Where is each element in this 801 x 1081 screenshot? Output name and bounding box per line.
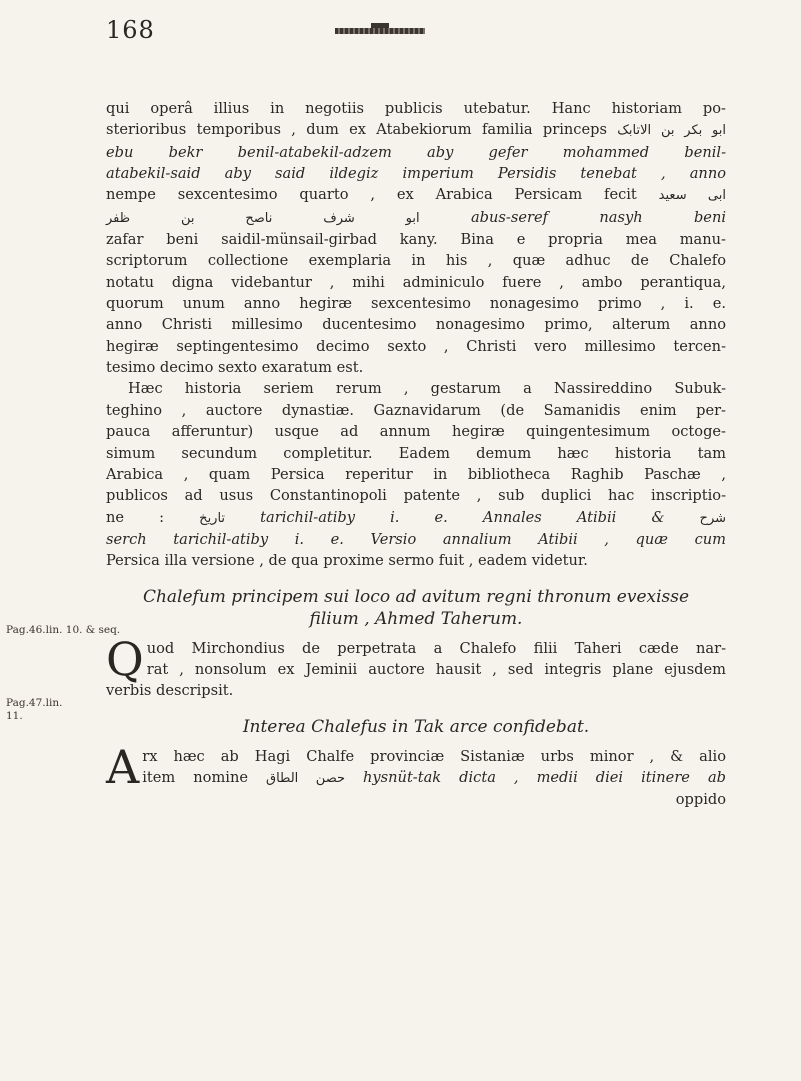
text-line: ebu bekr benil-atabekil-adzem aby gefer mohammed benil- <box>106 143 726 161</box>
page-number: 168 <box>106 16 155 44</box>
arabic-text: ابی سعید <box>658 188 727 204</box>
arabic-text: حصن الطاق <box>266 770 345 786</box>
main-text <box>106 98 726 811</box>
text-line: Arabica , quam Persica reperitur in bibliotheca Raghib Paschæ , <box>106 465 726 483</box>
catchword: oppido <box>675 791 726 809</box>
drop-initial: A <box>106 739 140 794</box>
text-line: uod Mirchondius de perpetrata a Chalefo filii Taheri cæde nar- <box>146 639 726 657</box>
text-line: Hæc historia seriem rerum , gestarum a Nassireddino Subuk- <box>128 380 726 398</box>
text-line: teghino , auctore dynastiæ. Gaznavidarum (de Samanidis enim per- <box>106 401 726 419</box>
text-line: atabekil-said aby said ildegiz imperium Persidis tenebat , anno <box>106 165 726 183</box>
text-line: rat , nonsolum ex Jeminii auctore hausit , sed integris plane ejusdem <box>146 660 726 678</box>
drop-initial: Q <box>106 631 144 686</box>
text-line: nempe sexcentesimo quarto , ex Arabica Persicam fecit ابی سعید <box>106 186 727 204</box>
text-line: simum secundum completitur. Eadem demum hæc historia tam <box>106 444 726 462</box>
text-line: publicos ad usus Constantinopoli patente , sub duplici hac inscriptio- <box>106 487 726 505</box>
section-heading: Interea Chalefus in Tak arce confidebat. <box>242 716 590 737</box>
text-line: pauca afferuntur) usque ad annum hegiræ quingentesimum octoge- <box>106 423 726 441</box>
text-line: quorum unum anno hegiræ sexcentesimo nonagesimo primo , i. e. <box>106 295 726 313</box>
arabic-text: ابو بکر بن الاتابک <box>617 123 727 139</box>
text-line: tesimo decimo sexto exaratum est. <box>106 359 364 377</box>
text-line: ne : تاریخ tarichil-atiby i. e. Annales Atibii & شرح <box>106 508 727 526</box>
section-heading-cont: filium , Ahmed Taherum. <box>309 608 523 629</box>
header-ornament <box>335 28 425 34</box>
text-line: ابو شرف ناصح بن ظفر abus-seref nasyh beni <box>106 208 727 226</box>
margin-note-1: Pag.46.lin. 10. & seq. <box>6 624 121 636</box>
text-line: qui operâ illius in negotiis publicis utebatur. Hanc historiam po- <box>106 100 726 117</box>
text-line: zafar beni saidil-münsail-girbad kany. Bina e propria mea manu- <box>106 231 726 249</box>
text-line: item nomine حصن الطاق hysnüt-tak dicta , medii diei itinere ab <box>142 768 726 786</box>
text-line: scriptorum collectione exemplaria in his , quæ adhuc de Chalefo <box>106 252 726 270</box>
arabic-text: تاریخ <box>199 510 226 526</box>
margin-note-2: Pag.47.lin. 11. <box>6 697 63 722</box>
section-heading: Chalefum principem sui loco ad avitum regni thronum evexisse <box>142 586 690 607</box>
arabic-text: ابو شرف ناصح بن ظفر <box>106 210 420 226</box>
text-line: sterioribus temporibus , dum ex Atabekiorum familia princeps ابو بکر بن الاتابک <box>106 121 727 139</box>
text-line: serch tarichil-atiby i. e. Versio annalium Atibii , quæ cum <box>106 530 726 548</box>
paragraph <box>106 739 726 811</box>
paragraph <box>106 631 726 702</box>
text-line: anno Christi millesimo ducentesimo nonagesimo primo, alterum anno <box>106 316 726 334</box>
arabic-text: شرح <box>699 510 727 526</box>
text-line: hegiræ septingentesimo decimo sexto , Christi vero millesimo tercen- <box>106 337 726 355</box>
text-line: notatu digna videbantur , mihi adminiculo fuere , ambo perantiqua, <box>106 273 726 291</box>
text-line: rx hæc ab Hagi Chalfe provinciæ Sistaniæ urbs minor , & alio <box>142 747 726 765</box>
text-line: Persica illa versione , de qua proxime sermo fuit , eadem videtur. <box>106 552 588 570</box>
text-line: verbis descripsit. <box>106 682 234 700</box>
